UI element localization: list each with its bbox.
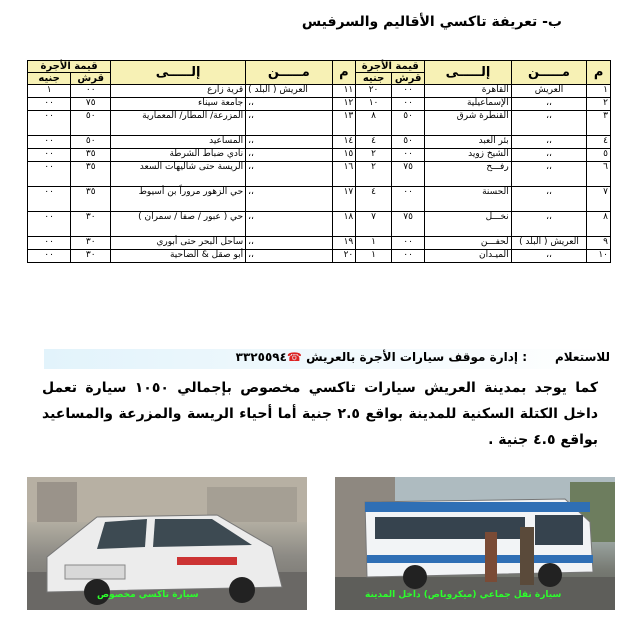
cell-pound: ٤ (356, 187, 392, 212)
cell-piaster: ٥٠ (71, 111, 111, 136)
cell-no: ٩ (587, 237, 611, 250)
cell-no: ١١ (332, 85, 356, 98)
cell-pound: ٤ (356, 136, 392, 149)
cell-from: ،، (511, 162, 587, 187)
cell-from: ،، (246, 136, 332, 149)
cell-piaster: ٥٠ (71, 136, 111, 149)
cell-no: ١٢ (332, 98, 356, 111)
cell-no: ١ (587, 85, 611, 98)
cell-to: جامعة سيناء (111, 98, 246, 111)
cell-pound: ٠٠ (28, 111, 71, 136)
cell-no: ٢٠ (332, 250, 356, 263)
inquiry-line: للاستعلام: إدارة موقف سيارات الأجرة بالعريش ☎٣٣٢٥٥٩٤ (235, 350, 610, 364)
inquiry-text: إدارة موقف سيارات الأجرة بالعريش (306, 350, 519, 364)
cell-no: ١٦ (332, 162, 356, 187)
cell-to: الحسنة (425, 187, 511, 212)
cell-pound: ١ (28, 85, 71, 98)
microbus-photo (335, 477, 615, 610)
cell-piaster: ٥٠ (391, 111, 424, 136)
cell-to: ساحل البحر حتى أبوري (111, 237, 246, 250)
cell-piaster: ٠٠ (71, 85, 111, 98)
cell-piaster: ٧٥ (391, 162, 424, 187)
header-fare: قيمة الأجرة (28, 61, 111, 73)
cell-no: ٤ (587, 136, 611, 149)
cell-no: ١٤ (332, 136, 356, 149)
cell-no: ١٧ (332, 187, 356, 212)
table-row (28, 98, 611, 111)
cell-to: رفـــح (425, 162, 511, 187)
cell-piaster: ٠٠ (391, 237, 424, 250)
cell-to: حي ( عبور / صفا / سمران ) (111, 212, 246, 237)
cell-piaster: ٣٥ (71, 149, 111, 162)
cell-no: ٦ (587, 162, 611, 187)
cell-no: ٢ (587, 98, 611, 111)
cell-piaster: ٣٥ (71, 187, 111, 212)
cell-to: نخـــل (425, 212, 511, 237)
cell-piaster: ٠٠ (391, 187, 424, 212)
table-row (28, 250, 611, 263)
cell-pound: ١ (356, 237, 392, 250)
cell-piaster: ٣٠ (71, 212, 111, 237)
cell-no: ٨ (587, 212, 611, 237)
phone-number: ٣٣٢٥٥٩٤ (235, 350, 287, 364)
cell-pound: ٠٠ (28, 250, 71, 263)
cell-pound: ٠٠ (28, 212, 71, 237)
taxi-photo-caption: سيارة تاكسي مخصوص (97, 590, 199, 600)
cell-no: ١٣ (332, 111, 356, 136)
header-no: م (332, 61, 356, 85)
cell-from: ،، (246, 111, 332, 136)
inquiry-label: للاستعلام (555, 350, 610, 364)
table-row (28, 136, 611, 149)
cell-to: القنطرة شرق (425, 111, 511, 136)
cell-to: الإسماعيلية (425, 98, 511, 111)
cell-no: ٣ (587, 111, 611, 136)
table-row (28, 111, 611, 136)
cell-piaster: ٣٠ (71, 237, 111, 250)
cell-pound: ٠٠ (28, 149, 71, 162)
cell-from: ،، (511, 187, 587, 212)
cell-to: أبو صقل & الضاحية (111, 250, 246, 263)
cell-to: نادي ضباط الشرطة (111, 149, 246, 162)
header-from: مـــــن (511, 61, 587, 85)
cell-piaster: ٠٠ (391, 98, 424, 111)
cell-to: القاهرة (425, 85, 511, 98)
table-row (28, 162, 611, 187)
cell-piaster: ٠٠ (391, 149, 424, 162)
cell-pound: ٢ (356, 149, 392, 162)
cell-no: ١٥ (332, 149, 356, 162)
header-piaster: قرش (391, 73, 424, 85)
cell-no: ٧ (587, 187, 611, 212)
header-no: م (587, 61, 611, 85)
cell-from: ،، (246, 98, 332, 111)
cell-no: ٥ (587, 149, 611, 162)
phone-icon: ☎ (286, 350, 302, 364)
cell-piaster: ٥٠ (391, 136, 424, 149)
cell-piaster: ٧٥ (391, 212, 424, 237)
cell-from: ،، (246, 212, 332, 237)
cell-no: ١٨ (332, 212, 356, 237)
cell-pound: ١٠ (356, 98, 392, 111)
cell-from: ،، (511, 250, 587, 263)
cell-from: ،، (246, 187, 332, 212)
cell-pound: ٠٠ (28, 136, 71, 149)
table-row (28, 85, 611, 98)
header-to: إلـــــى (111, 61, 246, 85)
header-pound: جنيه (356, 73, 392, 85)
taxi-info-paragraph: كما يوجد بمدينة العريش سيارات تاكسي مخصوص بإجمالي ١٠٥٠ سيارة تعمل داخل الكتلة السكنية للمدينة بواقع ٢.٥ جنية أما أحياء الريسة والمزرعة والمساعيد بواقع ٤.٥ جنية . (42, 380, 599, 448)
cell-pound: ٨ (356, 111, 392, 136)
table-row (28, 237, 611, 250)
microbus-photo-caption: سيارة نقل جماعي (ميكروباص) داخل المدينة (365, 590, 562, 600)
cell-from: ،، (511, 111, 587, 136)
cell-piaster: ٣٥ (71, 162, 111, 187)
cell-piaster: ٧٥ (71, 98, 111, 111)
cell-pound: ٢ (356, 162, 392, 187)
cell-no: ١٩ (332, 237, 356, 250)
cell-to: حي الزهور مروراً بن أسيوط (111, 187, 246, 212)
cell-to: المساعيد (111, 136, 246, 149)
taxi-photo (27, 477, 307, 610)
header-fare: قيمة الأجرة (356, 61, 425, 73)
cell-from: العريش ( البلد ) (511, 237, 587, 250)
cell-from: ،، (246, 162, 332, 187)
cell-from: العريش ( البلد ) (246, 85, 332, 98)
table-row (28, 187, 611, 212)
cell-to: المزرعة/ المطار/ المعمارية (111, 111, 246, 136)
cell-no: ١٠ (587, 250, 611, 263)
cell-to: الشيخ زويد (425, 149, 511, 162)
cell-from: ،، (246, 149, 332, 162)
header-from: مـــــن (246, 61, 332, 85)
cell-pound: ٠٠ (28, 162, 71, 187)
header-to: إلـــــى (425, 61, 511, 85)
cell-from: ،، (511, 98, 587, 111)
cell-to: لحفـــن (425, 237, 511, 250)
table-row (28, 212, 611, 237)
cell-from: ،، (246, 250, 332, 263)
cell-to: الميـدان (425, 250, 511, 263)
header-piaster: قرش (71, 73, 111, 85)
section-title: ب- تعريفة تاكسي الأقاليم والسرفيس (301, 14, 562, 30)
cell-from: ،، (511, 149, 587, 162)
cell-piaster: ٠٠ (391, 85, 424, 98)
cell-to: الريسة حتى شاليهات السعد (111, 162, 246, 187)
cell-pound: ٠٠ (28, 237, 71, 250)
cell-piaster: ٣٠ (71, 250, 111, 263)
table-row (28, 149, 611, 162)
cell-pound: ٧ (356, 212, 392, 237)
cell-from: ،، (511, 212, 587, 237)
cell-piaster: ٠٠ (391, 250, 424, 263)
fare-table (27, 60, 611, 263)
cell-to: بئر العبد (425, 136, 511, 149)
cell-from: ،، (511, 136, 587, 149)
cell-pound: ٠٠ (28, 98, 71, 111)
cell-pound: ١ (356, 250, 392, 263)
cell-from: العريش (511, 85, 587, 98)
cell-pound: ٠٠ (28, 187, 71, 212)
cell-pound: ٢٠ (356, 85, 392, 98)
header-pound: جنيه (28, 73, 71, 85)
cell-to: قرية زارع (111, 85, 246, 98)
cell-from: ،، (246, 237, 332, 250)
